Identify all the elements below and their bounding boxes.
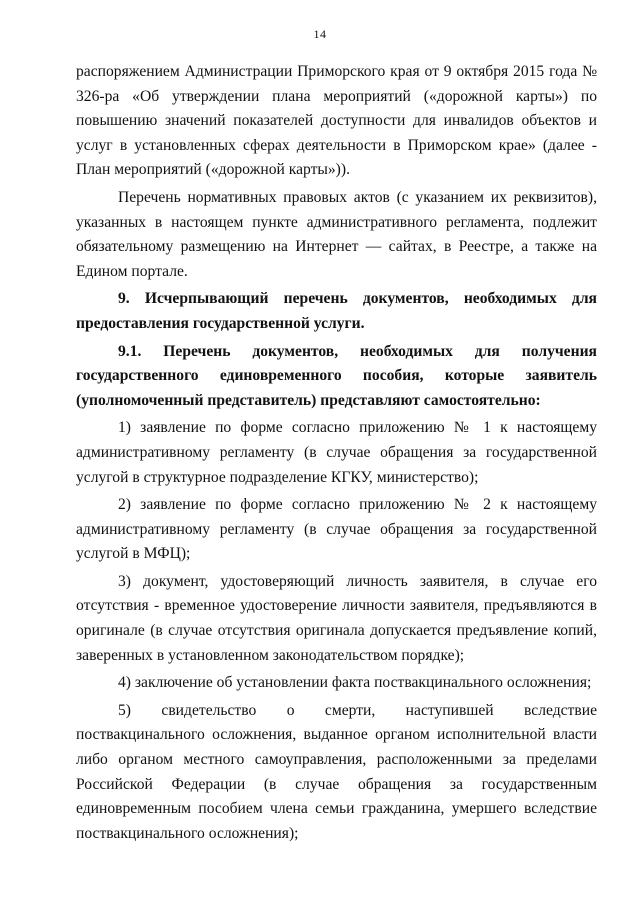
body-paragraph: 5) свидетельство о смерти, наступившей вследствие поствакцинального осложнения, выданное органом исполнительной власти либо органом местного самоуправления, расположенными за пределами Российской Федерации (в случае обращения за государственным единовременным пособием члена семьи гражданина, умершего вследствие поствакцинального осложнения); xyxy=(76,701,597,842)
page-number: 14 xyxy=(313,27,327,41)
document-body xyxy=(76,60,597,849)
body-paragraph: 4) заключение об установлении факта поствакцинального осложнения; xyxy=(118,674,592,692)
body-paragraph: Перечень нормативных правовых актов (с указанием их реквизитов), указанных в настоящем пункте административного регламента, подлежит обязательному размещению на Интернет — сайтах, в Реестре, а также на Едином портале. xyxy=(76,188,597,280)
body-paragraph: 2) заявление по форме согласно приложению № 2 к настоящему административному регламенту (в случае обращения за государственной услугой в МФЦ); xyxy=(76,496,597,563)
body-paragraph: распоряжением Администрации Приморского края от 9 октября 2015 года № 326-ра «Об утверждении плана мероприятий («дорожной карты») по повышению значений показателей доступности для инвалидов объектов и услуг в установленных сферах деятельности в Приморском крае» (далее - План мероприятий («дорожной карты»)). xyxy=(76,63,597,179)
section-heading: 9.1. Перечень документов, необходимых для получения государственного единовременного пособия, которые заявитель (уполномоченный представитель) представляют самостоятельно: xyxy=(76,342,597,409)
section-heading: 9. Исчерпывающий перечень документов, необходимых для предоставления государственной услуги. xyxy=(76,290,597,332)
body-paragraph: 1) заявление по форме согласно приложению № 1 к настоящему административному регламенту (в случае обращения за государственной услугой в структурное подразделение КГКУ, министерство); xyxy=(76,419,597,486)
body-paragraph: 3) документ, удостоверяющий личность заявителя, в случае его отсутствия - временное удостоверение личности заявителя, предъявляются в оригинале (в случае отсутствия оригинала допускается предъявление копий, заверенных в установленном законодательством порядке); xyxy=(76,572,597,664)
